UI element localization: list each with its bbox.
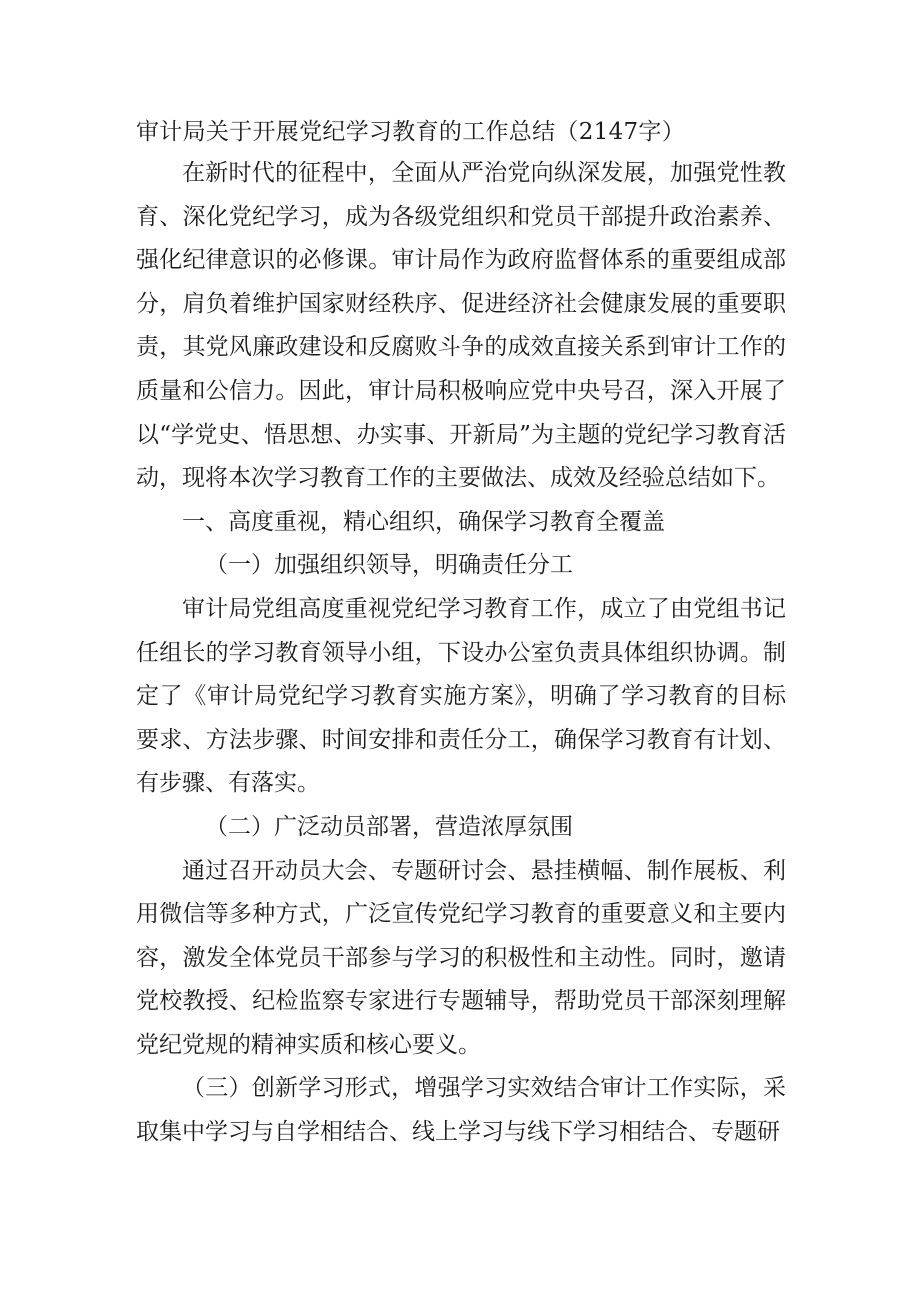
document-body bbox=[136, 112, 786, 1155]
intro-paragraph: 在新时代的征程中，全面从严治党向纵深发展，加强党性教育、深化党纪学习，成为各级党组织和党员干部提升政治素养、强化纪律意识的必修课。审计局作为政府监督体系的重要组成部分，肩负着维护国家财经秩序、促进经济社会健康发展的重要职责，其党风廉政建设和反腐败斗争的成效直接关系到审计工作的质量和公信力。因此，审计局积极响应党中央号召，深入开展了以“学党史、悟思想、办实事、开新局”为主题的党纪学习教育活动，现将本次学习教育工作的主要做法、成效及经验总结如下。 bbox=[136, 160, 786, 492]
subsection-2-heading: （二）广泛动员部署，营造浓厚氛围 bbox=[205, 813, 573, 840]
subsection-1-paragraph: 审计局党组高度重视党纪学习教育工作，成立了由党组书记任组长的学习教育领导小组，下设办公室负责具体组织协调。制定了《审计局党纪学习教育实施方案》，明确了学习教育的目标要求、方法步骤、时间安排和责任分工，确保学习教育有计划、有步骤、有落实。 bbox=[136, 595, 786, 797]
subsection-1-heading: （一）加强组织领导，明确责任分工 bbox=[205, 552, 573, 579]
subsection-3-paragraph: （三）创新学习形式，增强学习实效结合审计工作实际，采取集中学习与自学相结合、线上学习与线下学习相结合、专题研 bbox=[136, 1075, 786, 1146]
document-title: 审计局关于开展党纪学习教育的工作总结（2147字） bbox=[136, 119, 686, 145]
section-1-heading: 一、高度重视，精心组织，确保学习教育全覆盖 bbox=[182, 508, 665, 535]
subsection-2-paragraph: 通过召开动员大会、专题研讨会、悬挂横幅、制作展板、利用微信等多种方式，广泛宣传党纪学习教育的重要意义和主要内容，激发全体党员干部参与学习的积极性和主动性。同时，邀请党校教授、纪检监察专家进行专题辅导，帮助党员干部深刻理解党纪党规的精神实质和核心要义。 bbox=[136, 857, 786, 1058]
